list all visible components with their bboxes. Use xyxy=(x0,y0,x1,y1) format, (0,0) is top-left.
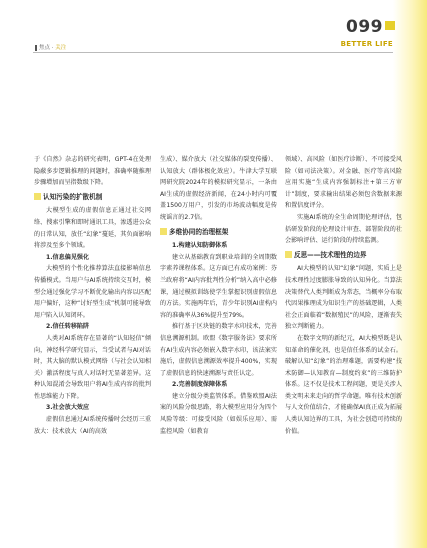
page-number-mark-icon xyxy=(385,21,395,30)
column-3 xyxy=(285,154,402,437)
paragraph: 虚假信息通过AI系统传播时会经历三重放大：技术放大（AI的高效 xyxy=(34,416,151,435)
paragraph: AI大模型的认知“幻象”问题，实质上是技术理性过度膨胀导致的认知异化。当算法决策替代人类判断成为常态，当概率分布取代因果推理成为知识生产的基础逻辑，人类社会正面临着“数据殖民”的风险，逐渐丧失独立判断能力。 xyxy=(285,265,402,331)
paragraph: 建立分级分类监管体系。借鉴欧盟AI法案的风险分级思路，将大模型应用分为四个风险等级：可接受风险（如娱乐应用）、需监控风险（如教育 xyxy=(160,392,277,435)
brand-label: BETTER LIFE xyxy=(340,40,393,48)
subheading: 2.信任转移陷阱 xyxy=(46,323,90,331)
paragraph: 大模型的个性化推荐算法直接影响信息传播模式。当用户与AI系统持续交互时，模型会通过强化学习不断优化输出内容以匹配用户偏好，这种“讨好型生成”机制可能导致用户陷入认知闭环。 xyxy=(34,265,151,319)
page-number: 099 xyxy=(346,17,383,37)
paragraph: 生成）、媒介放大（社交媒体的裂变传播）、认知放大（群体极化效应）。牛津大学互联网研究院2024年的模拟研究显示，一条由AI生成的虚假经济新闻，在24小时内可覆盖1500万用户，引发的市场波动幅度是传统谣言的2.7倍。 xyxy=(160,156,277,221)
heading-square-icon xyxy=(34,193,41,200)
page-header xyxy=(0,0,427,60)
subheading: 1.构建认知防御体系 xyxy=(172,242,228,250)
subheading: 1.信息偏见强化 xyxy=(46,253,90,261)
heading-square-icon xyxy=(160,228,167,235)
section-highlight: 关注 xyxy=(55,45,67,51)
paragraph: 于《自然》杂志的研究表明，GPT-4在处理隐蔽多步逻辑推理的问题时，准确率随推理步骤增加而呈指数级下降。 xyxy=(34,156,151,187)
heading-square-icon xyxy=(285,251,292,258)
paragraph: 领域）、高风险（如医疗诊断）、不可接受风险（如司法决策）。对金融、医疗等高风险应用实施“生成内容强制标注+第三方审计”制度，要求输出结果必须包含数据来源和置信度评分。 xyxy=(285,156,402,210)
subheading: 3.社会放大效应 xyxy=(46,404,90,412)
paragraph: 人类对AI系统存在显著的“认知轻信”倾向，神经科学研究显示，当受试者与AI对话时，其大脑的默认模式网络（与社会认知相关）激活程度与真人对话时无显著差异。这种认知混淆会导致用户将AI生成内容的批判性思维能力下降。 xyxy=(34,334,151,400)
paragraph: 建立从基础教育到职业培训的全周期数字素养课程体系。这方面已有成功案例：芬兰政府将“AI内容批判性分析”纳入高中必修课，通过模拟训练使学生掌握识别虚假信息的方法。实施两年后，青少年识别AI虚构内容的准确率从36%提升至79%。 xyxy=(160,253,277,319)
section-heading: 认知污染的扩散机制 xyxy=(34,192,151,204)
paragraph: 大模型生成的虚假信息正通过社交网络、搜索引擎和即时通讯工具，渗透进公众的日常认知，放任“幻象”蔓延，其负面影响将涉及至多个领域。 xyxy=(34,207,151,250)
column-1 xyxy=(34,154,151,437)
section-bar-icon xyxy=(35,45,37,51)
section-label: 焦点 xyxy=(39,45,51,51)
paragraph: 推行基于区块链的数字水印技术，完善信息溯源机制。欧盟《数字服务法》要求所有AI生成内容必须嵌入数字水印，该法案实施后，虚假信息溯源效率提升400%，实现了虚假信息的快速溯源与责任认定。 xyxy=(160,323,277,377)
section-heading: 多维协同的治理框架 xyxy=(160,227,277,239)
subheading: 2.完善制度保障体系 xyxy=(172,381,228,389)
column-2 xyxy=(160,154,277,437)
paragraph: 在数字文明的新纪元，AI大模型既是认知革命的催化剂，也是信任体系的试金石。破解认知“幻象”的治理难题，需要构建“技术防御—认知教育—制度约束”的三维防护体系。这不仅是技术工程问题，更是关涉人类文明未来走向的哲学命题。唯有技术创新与人文价值结合，才能确保AI真正成为拓展人类认知边界的工具，为社会创造可持续的价值。 xyxy=(285,334,402,435)
section-tag: 焦点 · 关注 xyxy=(35,43,66,51)
section-heading: 反思——技术理性的边界 xyxy=(285,250,402,262)
header-rule xyxy=(33,52,393,53)
paragraph: 实施AI系统的全生命周期伦理评估，包括研发阶段的伦理设计审查、部署阶段的社会影响评估、运行阶段的持续监测。 xyxy=(285,213,402,245)
